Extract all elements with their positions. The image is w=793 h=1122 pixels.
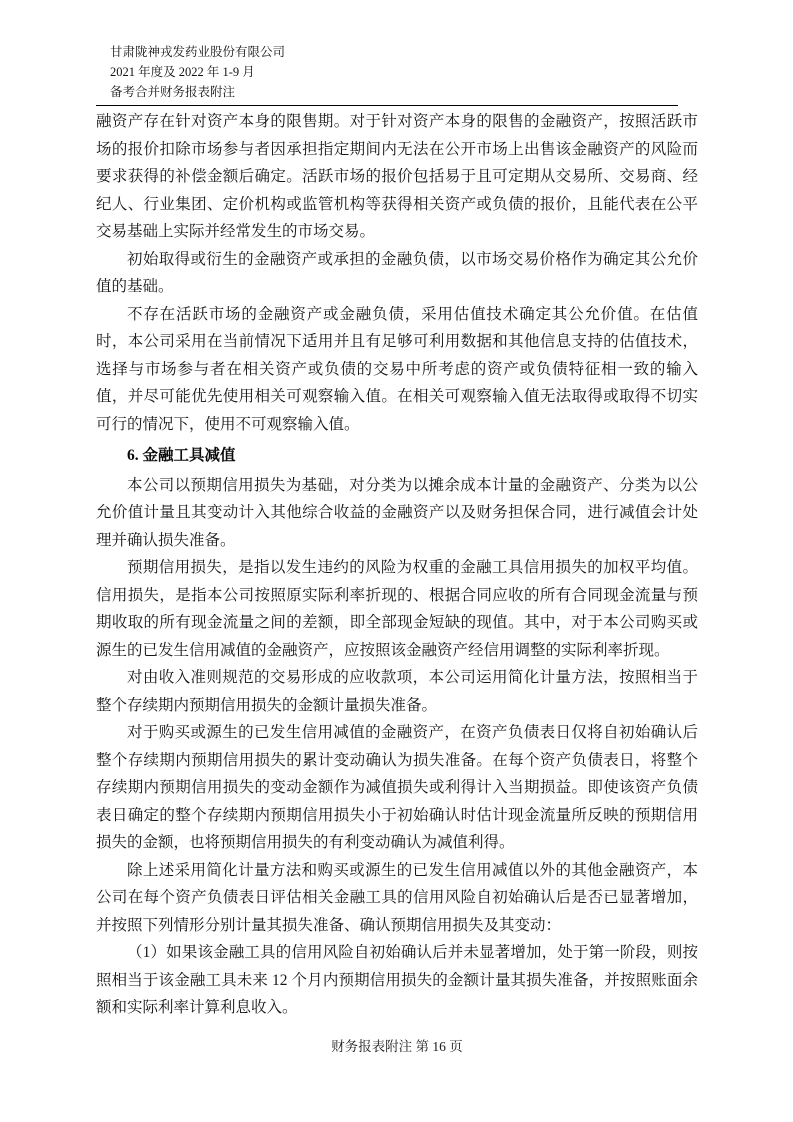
- paragraph-simplified-measurement: 对由收入准则规范的交易形成的应收款项，本公司运用简化计量方法，按照相当于整个存续期内预期信用损失的金额计量损失准备。: [96, 669, 698, 714]
- paragraph-expected-credit-loss-basis: 本公司以预期信用损失为基础，对分类为以摊余成本计量的金融资产、分类为以公允价值计量且其变动计入其他综合收益的金融资产以及财务担保合同，进行减值会计处理并确认损失准备。: [96, 476, 698, 549]
- page-footer: [96, 1038, 698, 1056]
- footer-page-label: 财务报表附注 第 16 页: [331, 1038, 463, 1054]
- paragraph-no-active-market: 不存在活跃市场的金融资产或金融负债，采用估值技术确定其公允价值。在估值时，本公司采用在当前情况下适用并且有足够可利用数据和其他信息支持的估值技术，选择与市场参与者在相关资产或负债的交易中所考虑的资产或负债特征相一致的输入值，并尽可能优先使用相关可观察输入值。在相关可观察输入值无法取得或取得不切实可行的情况下，使用不可观察输入值。: [96, 305, 698, 433]
- header-divider-rule: [96, 105, 678, 106]
- document-header: [96, 0, 698, 102]
- page-content: [96, 0, 698, 1056]
- document-body: [96, 108, 698, 1022]
- paragraph-fair-value-continuation: 融资产存在针对资产本身的限售期。对于针对资产本身的限售的金融资产，按照活跃市场的报价扣除市场参与者因承担指定期间内无法在公开市场上出售该金融资产的风险而要求获得的补偿金额后确定。活跃市场的报价包括易于且可定期从交易所、交易商、经纪人、行业集团、定价机构或监管机构等获得相关资产或负债的报价，且能代表在公平交易基础上实际并经常发生的市场交易。: [96, 113, 698, 240]
- paragraph-expected-credit-loss-definition: 预期信用损失，是指以发生违约的风险为权重的金融工具信用损失的加权平均值。信用损失，是指本公司按照原实际利率折现的、根据合同应收的所有合同现金流量与预期收取的所有现金流量之间的差额，即全部现金短缺的现值。其中，对于本公司购买或源生的已发生信用减值的金融资产，应按照该金融资产经信用调整的实际利率折现。: [96, 559, 698, 659]
- paragraph-purchased-credit-impaired: 对于购买或源生的已发生信用减值的金融资产，在资产负债表日仅将自初始确认后整个存续期内预期信用损失的累计变动确认为损失准备。在每个资产负债表日，将整个存续期内预期信用损失的变动金额作为减值损失或利得计入当期损益。即使该资产负债表日确定的整个存续期内预期信用损失小于初始确认时估计现金流量所反映的预期信用损失的金额，也将预期信用损失的有利变动确认为减值利得。: [96, 724, 698, 851]
- section-heading-financial-instrument-impairment: 6. 金融工具减值: [127, 447, 236, 464]
- paragraph-initial-acquisition: 初始取得或衍生的金融资产或承担的金融负债，以市场交易价格作为确定其公允价值的基础。: [96, 250, 698, 295]
- header-company-name: 甘肃陇神戎发药业股份有限公司: [110, 45, 286, 59]
- header-report-title: 备考合并财务报表附注: [110, 85, 236, 99]
- paragraph-other-financial-assets-assessment: 除上述采用简化计量方法和购买或源生的已发生信用减值以外的其他金融资产，本公司在每个资产负债表日评估相关金融工具的信用风险自初始确认后是否已显著增加，并按照下列情形分别计量其损失准备、确认预期信用损失及其变动：: [96, 861, 698, 934]
- header-report-period: 2021 年度及 2022 年 1-9 月: [110, 65, 255, 79]
- paragraph-stage-one: （1）如果该金融工具的信用风险自初始确认后并未显著增加，处于第一阶段，则按照相当于该金融工具未来 12 个月内预期信用损失的金额计量其损失准备，并按照账面余额和实际利率计算利息收入。: [96, 944, 698, 1016]
